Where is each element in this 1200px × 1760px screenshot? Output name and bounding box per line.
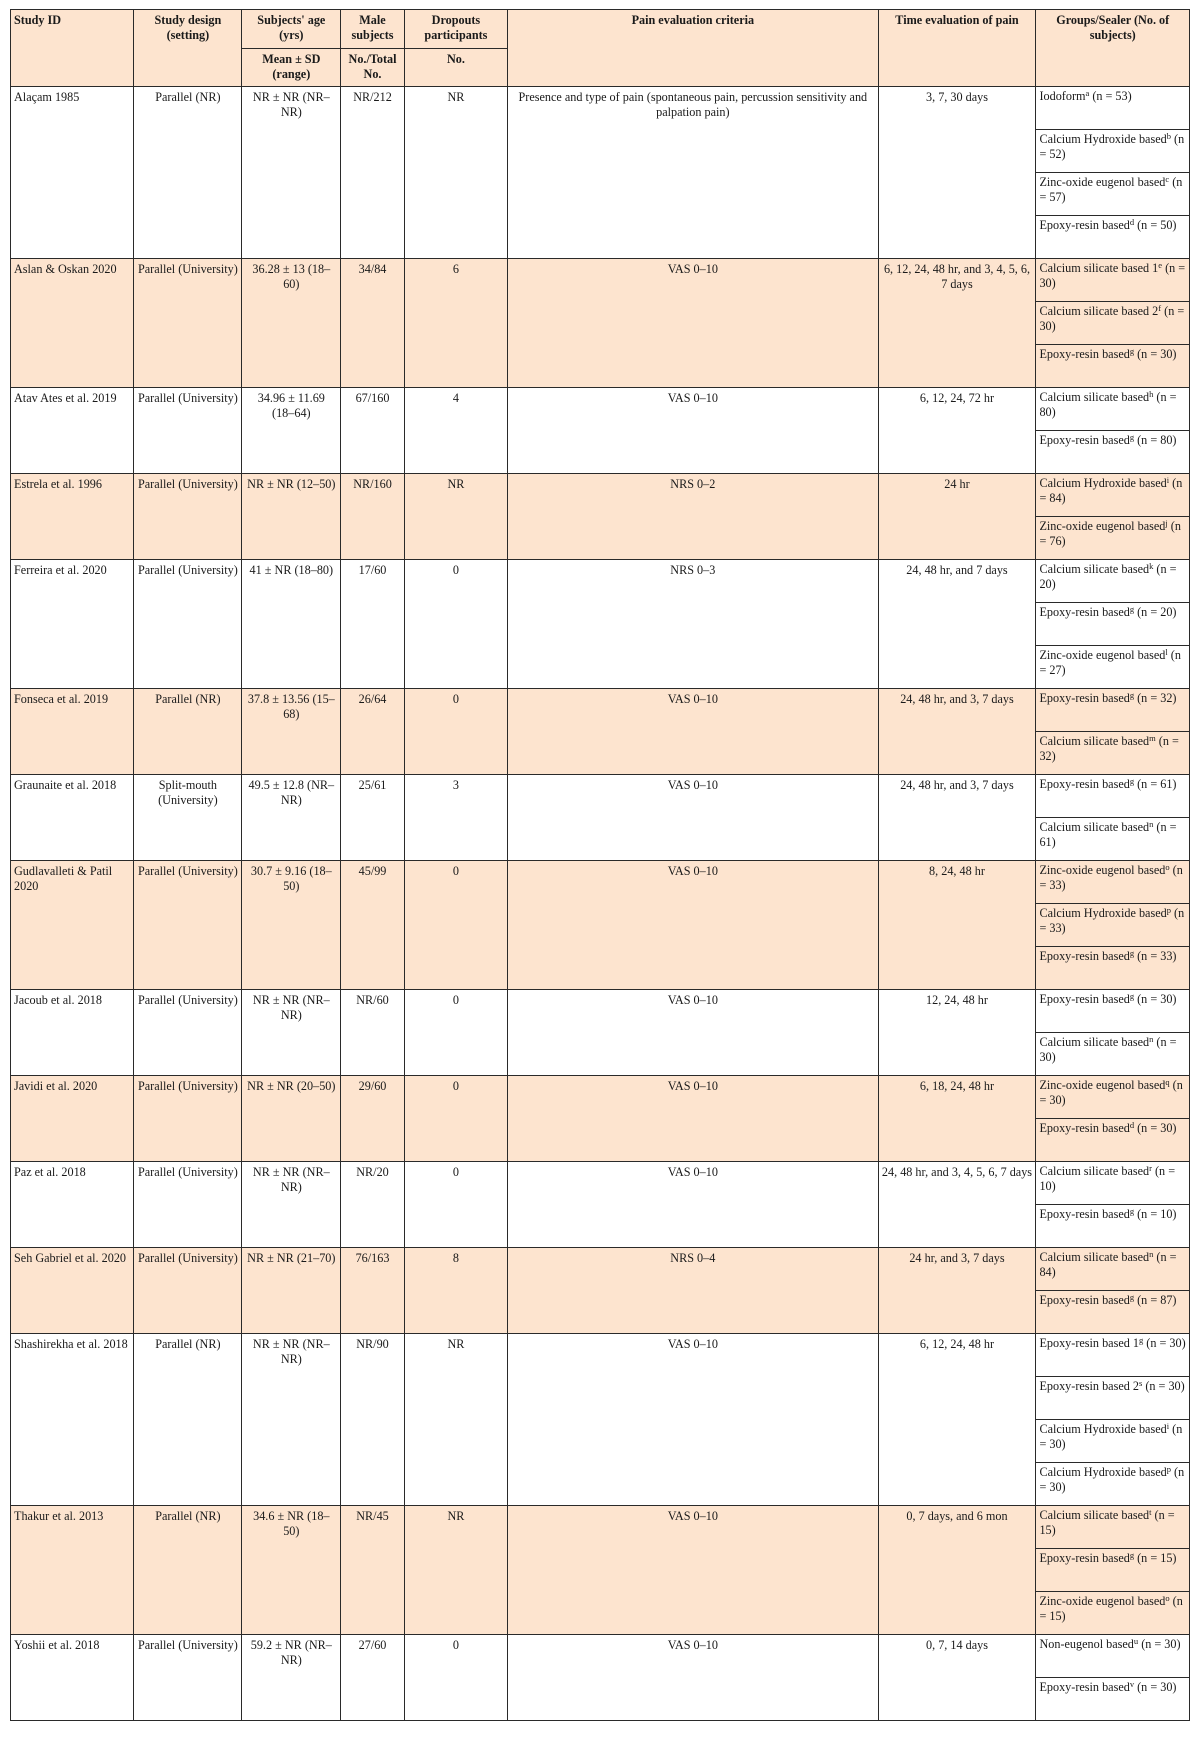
sealer-name: Calcium Hydroxide based — [1039, 476, 1167, 490]
subject-count: (n = 10) — [1039, 1164, 1176, 1193]
pain-criteria-cell: VAS 0–10 — [508, 1635, 878, 1721]
footnote-marker: g — [1129, 948, 1135, 958]
study-id-cell: Yoshii et al. 2018 — [11, 1635, 134, 1721]
table-row — [11, 1635, 1190, 1678]
subject-count: (n = 30) — [1039, 1465, 1185, 1494]
sealer-group-cell — [1036, 1420, 1190, 1463]
sealer-group-cell — [1036, 302, 1190, 345]
study-design-cell: Parallel (University) — [134, 990, 242, 1076]
subject-count: (n = 80) — [1134, 433, 1177, 447]
subject-count: (n = 15) — [1134, 1551, 1177, 1565]
pain-criteria-cell: VAS 0–10 — [508, 1506, 878, 1635]
age-cell: NR ± NR (20–50) — [242, 1076, 341, 1162]
footnote-marker: g — [1129, 604, 1135, 614]
male-subjects-cell: NR/160 — [341, 474, 404, 560]
sealer-group-cell — [1036, 818, 1190, 861]
sealer-name: Zinc-oxide eugenol based — [1039, 863, 1166, 877]
sealer-name: Epoxy-resin based — [1039, 992, 1130, 1006]
age-cell: NR ± NR (NR–NR) — [242, 87, 341, 259]
sealer-group-cell — [1036, 1033, 1190, 1076]
footnote-marker: f — [1158, 303, 1162, 313]
footnote-marker: p — [1166, 1464, 1171, 1474]
age-cell: 59.2 ± NR (NR–NR) — [242, 1635, 341, 1721]
footnote-marker: m — [1149, 733, 1156, 743]
footnote-marker: d — [1129, 1120, 1135, 1130]
time-evaluation-cell: 24, 48 hr, and 3, 7 days — [878, 775, 1036, 861]
subject-count: (n = 30) — [1039, 1078, 1183, 1107]
pain-criteria-cell: NRS 0–4 — [508, 1248, 878, 1334]
footnote-marker: p — [1166, 905, 1171, 915]
sealer-group-cell — [1036, 603, 1190, 646]
sealer-group-cell — [1036, 689, 1190, 732]
subject-count: (n = 61) — [1134, 777, 1177, 791]
subject-count: (n = 53) — [1089, 89, 1132, 103]
sealer-name: Non-eugenol based — [1039, 1637, 1134, 1651]
study-design-cell: Parallel (University) — [134, 1635, 242, 1721]
sealer-name: Epoxy-resin based — [1039, 1293, 1130, 1307]
sealer-name: Zinc-oxide eugenol based — [1039, 519, 1166, 533]
footnote-marker: b — [1166, 131, 1171, 141]
study-id-cell: Fonseca et al. 2019 — [11, 689, 134, 775]
sealer-group-cell — [1036, 1162, 1190, 1205]
footnote-marker: q — [1165, 1077, 1170, 1087]
male-subjects-cell: 76/163 — [341, 1248, 404, 1334]
male-subjects-cell: NR/212 — [341, 87, 404, 259]
time-evaluation-cell: 12, 24, 48 hr — [878, 990, 1036, 1076]
study-id-cell: Estrela et al. 1996 — [11, 474, 134, 560]
sealer-name: Epoxy-resin based — [1039, 433, 1130, 447]
time-evaluation-cell: 24, 48 hr, and 3, 7 days — [878, 689, 1036, 775]
table-row — [11, 259, 1190, 302]
male-subjects-cell: NR/90 — [341, 1334, 404, 1506]
study-id-cell: Graunaite et al. 2018 — [11, 775, 134, 861]
study-id-cell: Gudlavalleti & Patil 2020 — [11, 861, 134, 990]
study-design-cell: Parallel (NR) — [134, 689, 242, 775]
time-evaluation-cell: 0, 7, 14 days — [878, 1635, 1036, 1721]
subject-count: (n = 76) — [1039, 519, 1181, 548]
subject-count: (n = 33) — [1039, 906, 1185, 935]
study-design-cell: Parallel (NR) — [134, 1334, 242, 1506]
sealer-name: Epoxy-resin based — [1039, 1680, 1130, 1694]
sealer-name: Epoxy-resin based — [1039, 218, 1130, 232]
dropouts-cell: 0 — [404, 990, 507, 1076]
sealer-name: Epoxy-resin based 1 — [1039, 1336, 1139, 1350]
footnote-marker: i — [1166, 475, 1170, 485]
study-id-cell: Alaçam 1985 — [11, 87, 134, 259]
footnote-marker: g — [1129, 1206, 1135, 1216]
footnote-marker: u — [1133, 1636, 1139, 1646]
study-id-cell: Atav Ates et al. 2019 — [11, 388, 134, 474]
sealer-group-cell — [1036, 388, 1190, 431]
sealer-name: Calcium silicate based — [1039, 1250, 1150, 1264]
dropouts-cell: 0 — [404, 689, 507, 775]
footnote-marker: t — [1149, 1507, 1152, 1517]
study-design-cell: Parallel (University) — [134, 388, 242, 474]
footnote-marker: n — [1149, 1034, 1154, 1044]
male-subjects-cell: 17/60 — [341, 560, 404, 689]
subject-count: (n = 30) — [1039, 1035, 1177, 1064]
table-row — [11, 388, 1190, 431]
study-design-cell: Parallel (University) — [134, 1076, 242, 1162]
pain-criteria-cell: Presence and type of pain (spontaneous pain, percussion sensitivity and palpation pain) — [508, 87, 878, 259]
time-evaluation-cell: 24 hr — [878, 474, 1036, 560]
time-evaluation-cell: 24 hr, and 3, 7 days — [878, 1248, 1036, 1334]
subject-count: (n = 30) — [1134, 347, 1177, 361]
time-evaluation-cell: 24, 48 hr, and 7 days — [878, 560, 1036, 689]
subject-count: (n = 30) — [1134, 1121, 1177, 1135]
sealer-group-cell — [1036, 947, 1190, 990]
sealer-group-cell — [1036, 1463, 1190, 1506]
study-design-cell: Parallel (NR) — [134, 87, 242, 259]
age-cell: 34.6 ± NR (18–50) — [242, 1506, 341, 1635]
pain-criteria-cell: VAS 0–10 — [508, 1076, 878, 1162]
footnote-marker: v — [1129, 1679, 1135, 1689]
table-row — [11, 775, 1190, 818]
table-row — [11, 689, 1190, 732]
sealer-group-cell — [1036, 1678, 1190, 1721]
time-evaluation-cell: 6, 18, 24, 48 hr — [878, 1076, 1036, 1162]
time-evaluation-cell: 6, 12, 24, 48 hr, and 3, 4, 5, 6, 7 days — [878, 259, 1036, 388]
dropouts-cell: NR — [404, 87, 507, 259]
male-subjects-cell: 27/60 — [341, 1635, 404, 1721]
table-row — [11, 1334, 1190, 1377]
footnote-marker: g — [1129, 776, 1135, 786]
study-design-cell: Parallel (NR) — [134, 1506, 242, 1635]
footnote-marker: d — [1129, 217, 1135, 227]
study-id-cell: Jacoub et al. 2018 — [11, 990, 134, 1076]
dropouts-cell: NR — [404, 474, 507, 560]
sealer-name: Calcium silicate based 1 — [1039, 261, 1159, 275]
subject-count: (n = 33) — [1134, 949, 1177, 963]
pain-criteria-cell: NRS 0–2 — [508, 474, 878, 560]
pain-criteria-cell: NRS 0–3 — [508, 560, 878, 689]
study-design-cell: Split-mouth (University) — [134, 775, 242, 861]
sealer-name: Epoxy-resin based — [1039, 1551, 1130, 1565]
sealer-group-cell — [1036, 904, 1190, 947]
subject-count: (n = 32) — [1134, 691, 1177, 705]
sealer-group-cell — [1036, 216, 1190, 259]
footnote-marker: g — [1138, 1335, 1144, 1345]
study-design-cell: Parallel (University) — [134, 1248, 242, 1334]
pain-criteria-cell: VAS 0–10 — [508, 775, 878, 861]
sealer-name: Calcium silicate based — [1039, 562, 1150, 576]
pain-criteria-cell: VAS 0–10 — [508, 861, 878, 990]
pain-criteria-cell: VAS 0–10 — [508, 259, 878, 388]
footnote-marker: o — [1165, 1593, 1170, 1603]
study-id-cell: Seh Gabriel et al. 2020 — [11, 1248, 134, 1334]
subject-count: (n = 30) — [1039, 1422, 1183, 1451]
sealer-name: Epoxy-resin based — [1039, 949, 1130, 963]
studies-table — [10, 9, 1190, 1721]
subject-count: (n = 20) — [1039, 562, 1177, 591]
male-subjects-cell: 67/160 — [341, 388, 404, 474]
footnote-marker: c — [1165, 174, 1170, 184]
age-cell: NR ± NR (12–50) — [242, 474, 341, 560]
pain-criteria-cell: VAS 0–10 — [508, 990, 878, 1076]
footnote-marker: a — [1085, 88, 1090, 98]
age-cell: 36.28 ± 13 (18–60) — [242, 259, 341, 388]
dropouts-cell: 0 — [404, 1162, 507, 1248]
sealer-name: Calcium Hydroxide based — [1039, 1465, 1167, 1479]
sealer-name: Calcium silicate based — [1039, 820, 1150, 834]
footnote-marker: n — [1149, 1249, 1154, 1259]
header-male-sub: No./Total No. — [341, 48, 404, 87]
subject-count: (n = 15) — [1039, 1594, 1183, 1623]
footnote-marker: s — [1138, 1378, 1143, 1388]
sealer-name: Calcium silicate based — [1039, 1508, 1150, 1522]
male-subjects-cell: 26/64 — [341, 689, 404, 775]
sealer-name: Zinc-oxide eugenol based — [1039, 1078, 1166, 1092]
footnote-marker: g — [1129, 432, 1135, 442]
pain-criteria-cell: VAS 0–10 — [508, 1334, 878, 1506]
table-row — [11, 474, 1190, 517]
sealer-name: Calcium Hydroxide based — [1039, 906, 1167, 920]
study-id-cell: Aslan & Oskan 2020 — [11, 259, 134, 388]
subject-count: (n = 33) — [1039, 863, 1183, 892]
sealer-name: Zinc-oxide eugenol based — [1039, 648, 1166, 662]
pain-criteria-cell: VAS 0–10 — [508, 689, 878, 775]
table-row — [11, 990, 1190, 1033]
sealer-group-cell — [1036, 517, 1190, 560]
table-row — [11, 560, 1190, 603]
age-cell: 41 ± NR (18–80) — [242, 560, 341, 689]
dropouts-cell: 3 — [404, 775, 507, 861]
header-criteria: Pain evaluation criteria — [508, 10, 878, 87]
male-subjects-cell: 25/61 — [341, 775, 404, 861]
subject-count: (n = 30) — [1039, 304, 1185, 333]
sealer-group-cell — [1036, 861, 1190, 904]
sealer-group-cell — [1036, 1506, 1190, 1549]
table-row — [11, 861, 1190, 904]
sealer-group-cell — [1036, 87, 1190, 130]
subject-count: (n = 27) — [1039, 648, 1181, 677]
dropouts-cell: 0 — [404, 861, 507, 990]
age-cell: 37.8 ± 13.56 (15–68) — [242, 689, 341, 775]
age-cell: NR ± NR (21–70) — [242, 1248, 341, 1334]
header-study-design: Study design (setting) — [134, 10, 242, 87]
subject-count: (n = 80) — [1039, 390, 1177, 419]
pain-criteria-cell: VAS 0–10 — [508, 388, 878, 474]
dropouts-cell: 4 — [404, 388, 507, 474]
sealer-group-cell — [1036, 560, 1190, 603]
time-evaluation-cell: 3, 7, 30 days — [878, 87, 1036, 259]
subject-count: (n = 30) — [1134, 992, 1177, 1006]
sealer-group-cell — [1036, 130, 1190, 173]
study-design-cell: Parallel (University) — [134, 259, 242, 388]
study-id-cell: Thakur et al. 2013 — [11, 1506, 134, 1635]
sealer-group-cell — [1036, 1635, 1190, 1678]
subject-count: (n = 50) — [1134, 218, 1177, 232]
header-age-sub: Mean ± SD (range) — [242, 48, 341, 87]
table-body — [11, 87, 1190, 1721]
sealer-group-cell — [1036, 1248, 1190, 1291]
subject-count: (n = 87) — [1134, 1293, 1177, 1307]
subject-count: (n = 30) — [1134, 1680, 1177, 1694]
sealer-name: Zinc-oxide eugenol based — [1039, 175, 1166, 189]
dropouts-cell: 0 — [404, 560, 507, 689]
sealer-group-cell — [1036, 646, 1190, 689]
subject-count: (n = 30) — [1138, 1637, 1181, 1651]
sealer-group-cell — [1036, 732, 1190, 775]
header-male: Male subjects — [341, 10, 404, 49]
header-dropouts-sub: No. — [404, 48, 507, 87]
dropouts-cell: 8 — [404, 1248, 507, 1334]
time-evaluation-cell: 24, 48 hr, and 3, 4, 5, 6, 7 days — [878, 1162, 1036, 1248]
sealer-group-cell — [1036, 1549, 1190, 1592]
subject-count: (n = 20) — [1134, 605, 1177, 619]
time-evaluation-cell: 6, 12, 24, 72 hr — [878, 388, 1036, 474]
header-time: Time evaluation of pain — [878, 10, 1036, 87]
male-subjects-cell: NR/20 — [341, 1162, 404, 1248]
header-age: Subjects' age (yrs) — [242, 10, 341, 49]
footnote-marker: g — [1129, 991, 1135, 1001]
sealer-group-cell — [1036, 1592, 1190, 1635]
time-evaluation-cell: 8, 24, 48 hr — [878, 861, 1036, 990]
sealer-group-cell — [1036, 1334, 1190, 1377]
study-design-cell: Parallel (University) — [134, 560, 242, 689]
sealer-name: Calcium silicate based 2 — [1039, 304, 1159, 318]
footnote-marker: r — [1149, 1163, 1152, 1173]
subject-count: (n = 57) — [1039, 175, 1183, 204]
time-evaluation-cell: 0, 7 days, and 6 mon — [878, 1506, 1036, 1635]
footnote-marker: g — [1129, 1550, 1135, 1560]
subject-count: (n = 15) — [1039, 1508, 1175, 1537]
dropouts-cell: NR — [404, 1334, 507, 1506]
sealer-group-cell — [1036, 345, 1190, 388]
sealer-group-cell — [1036, 431, 1190, 474]
footnote-marker: g — [1129, 1292, 1135, 1302]
sealer-name: Epoxy-resin based — [1039, 1207, 1130, 1221]
dropouts-cell: 0 — [404, 1635, 507, 1721]
sealer-name: Epoxy-resin based 2 — [1039, 1379, 1139, 1393]
dropouts-cell: 6 — [404, 259, 507, 388]
sealer-group-cell — [1036, 173, 1190, 216]
table-row — [11, 1248, 1190, 1291]
pain-criteria-cell: VAS 0–10 — [508, 1162, 878, 1248]
male-subjects-cell: 34/84 — [341, 259, 404, 388]
study-id-cell: Javidi et al. 2020 — [11, 1076, 134, 1162]
age-cell: NR ± NR (NR–NR) — [242, 1334, 341, 1506]
footnote-marker: i — [1166, 1421, 1170, 1431]
study-design-cell: Parallel (University) — [134, 861, 242, 990]
sealer-group-cell — [1036, 775, 1190, 818]
sealer-group-cell — [1036, 259, 1190, 302]
footnote-marker: g — [1129, 690, 1135, 700]
table-row — [11, 1076, 1190, 1119]
age-cell: 34.96 ± 11.69 (18–64) — [242, 388, 341, 474]
dropouts-cell: NR — [404, 1506, 507, 1635]
footnote-marker: h — [1149, 389, 1154, 399]
footnote-marker: o — [1165, 862, 1170, 872]
sealer-name: Epoxy-resin based — [1039, 347, 1130, 361]
subject-count: (n = 52) — [1039, 132, 1185, 161]
sealer-group-cell — [1036, 1291, 1190, 1334]
age-cell: NR ± NR (NR–NR) — [242, 1162, 341, 1248]
table-row — [11, 1162, 1190, 1205]
subject-count: (n = 30) — [1142, 1379, 1185, 1393]
header-dropouts: Dropouts participants — [404, 10, 507, 49]
sealer-group-cell — [1036, 1205, 1190, 1248]
age-cell: NR ± NR (NR–NR) — [242, 990, 341, 1076]
male-subjects-cell: 29/60 — [341, 1076, 404, 1162]
male-subjects-cell: NR/45 — [341, 1506, 404, 1635]
sealer-name: Calcium Hydroxide based — [1039, 1422, 1167, 1436]
footnote-marker: e — [1158, 260, 1163, 270]
sealer-name: Epoxy-resin based — [1039, 1121, 1130, 1135]
study-id-cell: Ferreira et al. 2020 — [11, 560, 134, 689]
table-row — [11, 1506, 1190, 1549]
study-design-cell: Parallel (University) — [134, 474, 242, 560]
table-row — [11, 87, 1190, 130]
sealer-name: Calcium silicate based — [1039, 1035, 1150, 1049]
header-study-id: Study ID — [11, 10, 134, 87]
sealer-group-cell — [1036, 1076, 1190, 1119]
sealer-group-cell — [1036, 990, 1190, 1033]
subject-count: (n = 84) — [1039, 476, 1183, 505]
studies-table-container — [10, 9, 1190, 1721]
subject-count: (n = 10) — [1134, 1207, 1177, 1221]
time-evaluation-cell: 6, 12, 24, 48 hr — [878, 1334, 1036, 1506]
age-cell: 49.5 ± 12.8 (NR–NR) — [242, 775, 341, 861]
header-groups: Groups/Sealer (No. of subjects) — [1036, 10, 1190, 87]
sealer-group-cell — [1036, 474, 1190, 517]
subject-count: (n = 30) — [1039, 261, 1186, 290]
sealer-group-cell — [1036, 1119, 1190, 1162]
footnote-marker: k — [1149, 561, 1154, 571]
sealer-name: Epoxy-resin based — [1039, 691, 1130, 705]
sealer-name: Epoxy-resin based — [1039, 777, 1130, 791]
footnote-marker: n — [1149, 819, 1154, 829]
footnote-marker: l — [1165, 647, 1168, 657]
subject-count: (n = 61) — [1039, 820, 1177, 849]
table-header — [11, 10, 1190, 87]
subject-count: (n = 84) — [1039, 1250, 1177, 1279]
sealer-group-cell — [1036, 1377, 1190, 1420]
sealer-name: Calcium silicate based — [1039, 734, 1150, 748]
dropouts-cell: 0 — [404, 1076, 507, 1162]
subject-count: (n = 30) — [1143, 1336, 1186, 1350]
male-subjects-cell: 45/99 — [341, 861, 404, 990]
sealer-name: Calcium silicate based — [1039, 1164, 1150, 1178]
age-cell: 30.7 ± 9.16 (18–50) — [242, 861, 341, 990]
subject-count: (n = 32) — [1039, 734, 1179, 763]
sealer-name: Epoxy-resin based — [1039, 605, 1130, 619]
study-id-cell: Shashirekha et al. 2018 — [11, 1334, 134, 1506]
study-id-cell: Paz et al. 2018 — [11, 1162, 134, 1248]
sealer-name: Calcium Hydroxide based — [1039, 132, 1167, 146]
footnote-marker: g — [1129, 346, 1135, 356]
sealer-name: Zinc-oxide eugenol based — [1039, 1594, 1166, 1608]
sealer-name: Calcium silicate based — [1039, 390, 1150, 404]
study-design-cell: Parallel (University) — [134, 1162, 242, 1248]
sealer-name: Iodoform — [1039, 89, 1086, 103]
footnote-marker: j — [1165, 518, 1168, 528]
male-subjects-cell: NR/60 — [341, 990, 404, 1076]
